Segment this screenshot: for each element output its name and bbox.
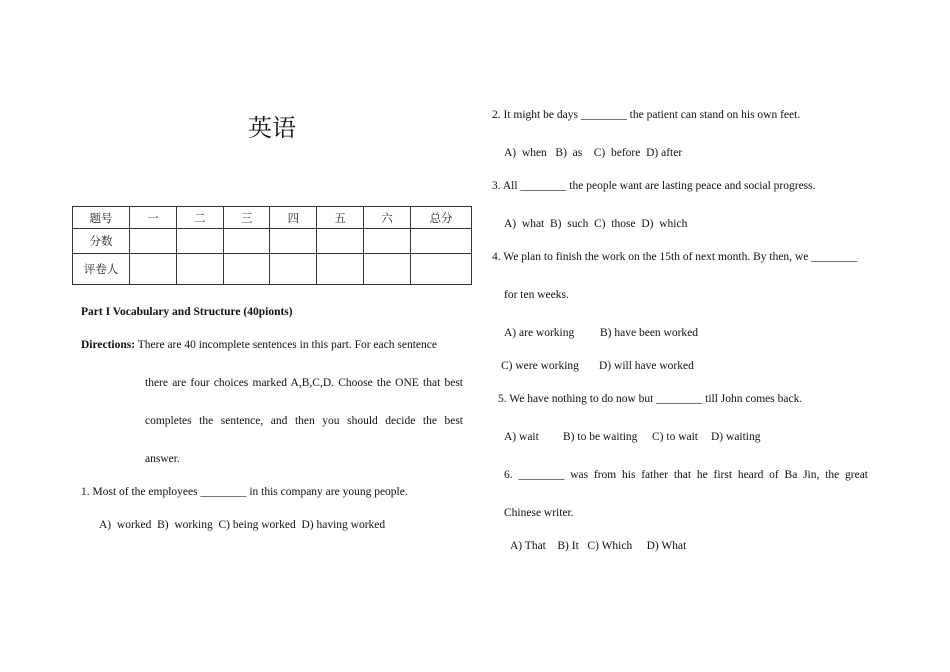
score-table-header-row bbox=[73, 207, 472, 229]
question-4-option-c: C) were working bbox=[501, 360, 579, 372]
grader-cell bbox=[176, 254, 223, 285]
header-cell: 四 bbox=[270, 207, 317, 229]
header-cell: 三 bbox=[223, 207, 270, 229]
directions-line-4: answer. bbox=[145, 453, 180, 465]
grader-cell bbox=[411, 254, 472, 285]
question-3-stem: 3. All ________ the people want are lasting peace and social progress. bbox=[492, 180, 816, 192]
question-5-option-c: C) to wait bbox=[652, 431, 698, 443]
score-cell bbox=[317, 229, 364, 254]
grader-cell bbox=[364, 254, 411, 285]
part-heading: Part I Vocabulary and Structure (40pionts) bbox=[81, 306, 293, 318]
grader-cell bbox=[270, 254, 317, 285]
grader-cell bbox=[317, 254, 364, 285]
score-cell bbox=[270, 229, 317, 254]
row-label: 评卷人 bbox=[73, 254, 130, 285]
score-cell bbox=[176, 229, 223, 254]
score-cell bbox=[364, 229, 411, 254]
grader-row bbox=[73, 254, 472, 285]
directions-label: Directions: bbox=[81, 339, 136, 351]
score-row bbox=[73, 229, 472, 254]
score-cell bbox=[223, 229, 270, 254]
directions-line-3: completes the sentence, and then you should decide the best bbox=[145, 415, 463, 427]
header-cell: 二 bbox=[176, 207, 223, 229]
question-5-option-b: B) to be waiting bbox=[563, 431, 638, 443]
grader-cell bbox=[130, 254, 177, 285]
page-title: 英语 bbox=[248, 114, 296, 142]
score-cell bbox=[130, 229, 177, 254]
question-5-stem: 5. We have nothing to do now but ________ till John comes back. bbox=[498, 393, 803, 405]
question-5-option-a: A) wait bbox=[504, 431, 539, 443]
row-label: 分数 bbox=[73, 229, 130, 254]
question-4-option-b: B) have been worked bbox=[600, 327, 699, 339]
question-4-stem: 4. We plan to finish the work on the 15th of next month. By then, we ________ bbox=[492, 251, 858, 263]
directions-line-2: there are four choices marked A,B,C,D. Choose the ONE that best bbox=[145, 377, 463, 389]
question-6-options: A) That B) It C) Which D) What bbox=[510, 540, 687, 552]
question-4-stem-continued: for ten weeks. bbox=[504, 289, 569, 301]
grader-cell bbox=[223, 254, 270, 285]
header-cell: 总分 bbox=[411, 207, 472, 229]
score-table bbox=[72, 206, 472, 285]
score-cell bbox=[411, 229, 472, 254]
header-cell: 六 bbox=[364, 207, 411, 229]
question-5-option-d: D) waiting bbox=[711, 431, 761, 443]
header-cell: 五 bbox=[317, 207, 364, 229]
question-1-stem: 1. Most of the employees ________ in this company are young people. bbox=[81, 486, 408, 498]
question-6-stem: 6. ________ was from his father that he first heard of Ba Jin, the great bbox=[504, 469, 868, 481]
header-cell: 题号 bbox=[73, 207, 130, 229]
question-1-options: A) worked B) working C) being worked D) having worked bbox=[99, 519, 386, 531]
header-cell: 一 bbox=[130, 207, 177, 229]
question-3-options: A) what B) such C) those D) which bbox=[504, 218, 688, 230]
directions-line-1 bbox=[81, 339, 463, 351]
question-4-option-a: A) are working bbox=[504, 327, 575, 339]
question-4-option-d: D) will have worked bbox=[599, 360, 694, 372]
question-2-options: A) when B) as C) before D) after bbox=[504, 147, 683, 159]
question-6-stem-continued: Chinese writer. bbox=[504, 507, 574, 519]
directions-text: There are 40 incomplete sentences in this part. For each sentence bbox=[137, 339, 437, 351]
question-2-stem: 2. It might be days ________ the patient can stand on his own feet. bbox=[492, 109, 801, 121]
